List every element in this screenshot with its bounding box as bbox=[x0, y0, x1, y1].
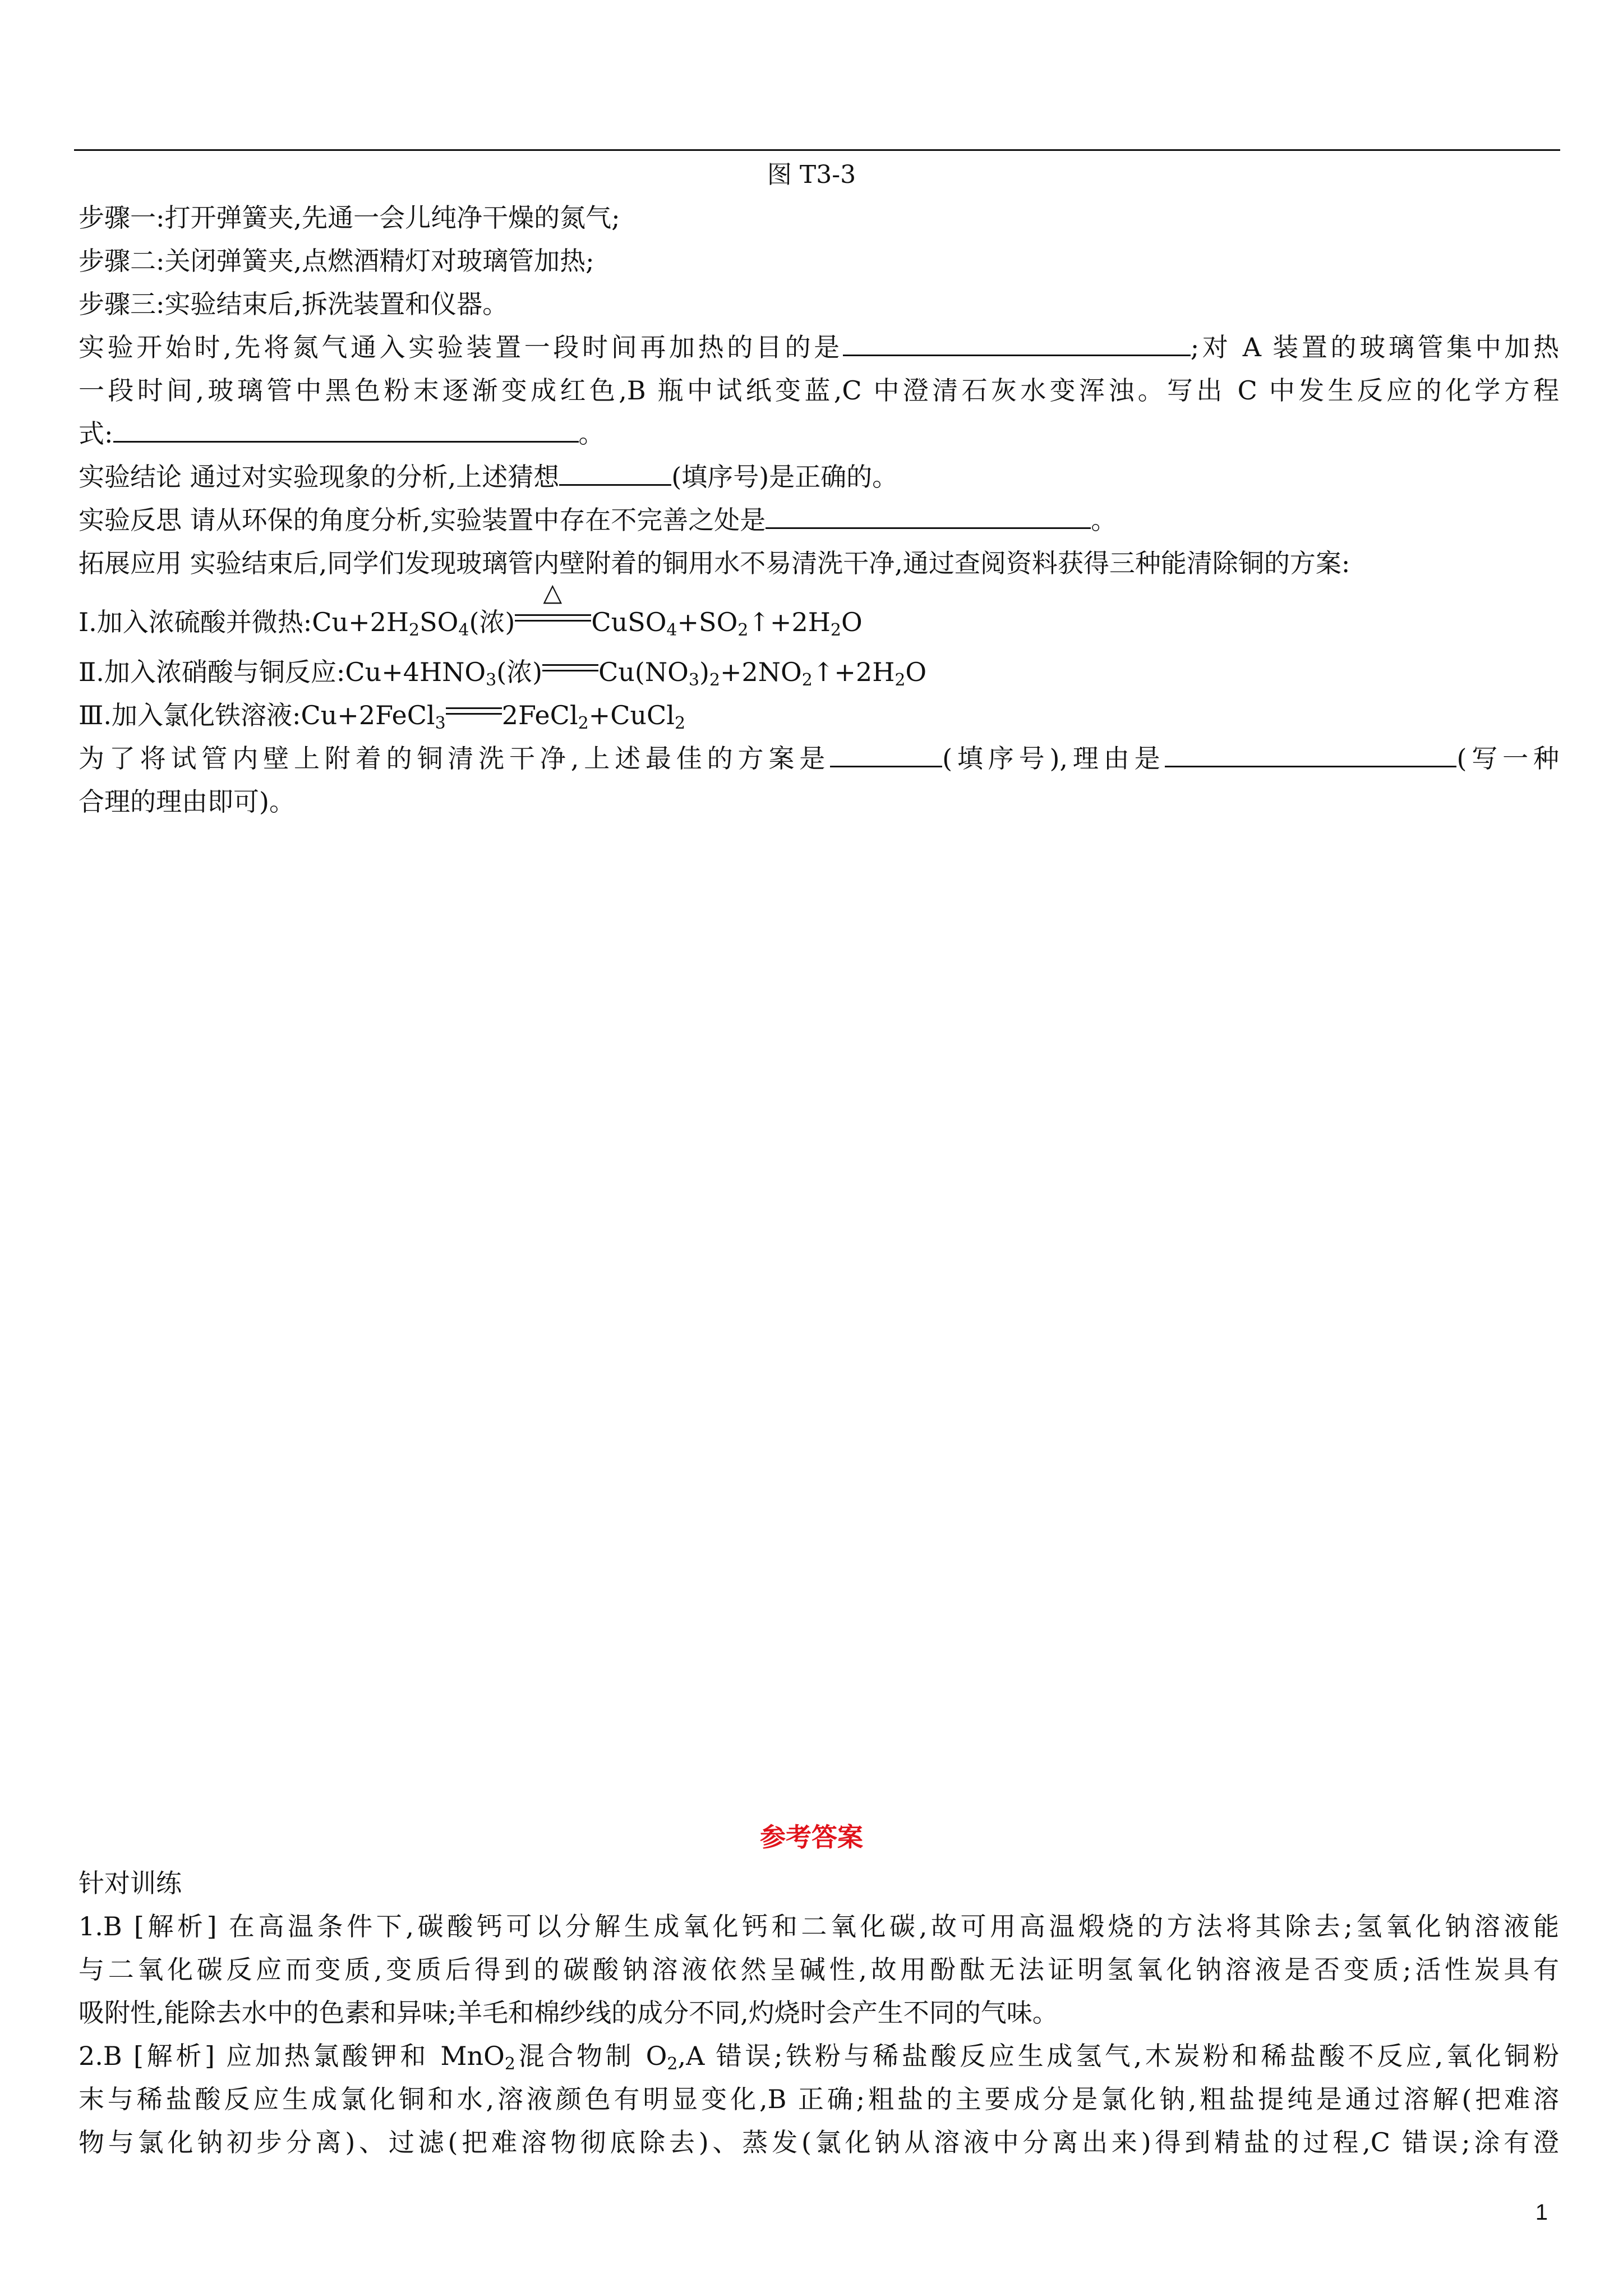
step-3: 步骤三:实验结束后,拆洗装置和仪器。 bbox=[79, 289, 509, 319]
step-2: 步骤二:关闭弹簧夹,点燃酒精灯对玻璃管加热; bbox=[79, 246, 594, 276]
answer-1-line-2: 与二氧化碳反应而变质,变质后得到的碳酸钠溶液依然呈碱性,故用酚酞无法证明氢氧化钠溶液是否变质;活性炭具有 bbox=[79, 1954, 1559, 1985]
answer-blank-best-option[interactable] bbox=[830, 740, 942, 767]
experiment-observation: 一段时间,玻璃管中黑色粉末逐渐变成红色,B 瓶中试纸变蓝,C 中澄清石灰水变浑浊。写出 C 中发生反应的化学方程 bbox=[79, 375, 1559, 406]
equals-sign bbox=[542, 655, 598, 681]
reflection-line: 实验反思 请从环保的角度分析,实验装置中存在不完善之处是 。 bbox=[79, 499, 1559, 542]
option-1: Ⅰ.加入浓硫酸并微热$:Cu+2H_2SO_4$(浓) △ $CuSO_4+SO_2↑+2H_2O$ bbox=[79, 578, 863, 640]
answer-2-line-1: 2.B [解析] 应加热氯酸钾和 MnO$_2$混合物制 $O_2,A$ 错误;铁粉与稀盐酸反应生成氢气,木炭粉和稀盐酸不反应,氧化铜粉 bbox=[79, 2041, 1559, 2074]
header-rule bbox=[74, 149, 1560, 151]
extension-intro: 拓展应用 实验结束后,同学们发现玻璃管内壁附着的铜用水不易清洗干净,通过查阅资料获得三种能清除铜的方案: bbox=[79, 548, 1350, 578]
heat-equals-sign bbox=[515, 578, 591, 631]
answer-2-line-2: 末与稀盐酸反应生成氯化铜和水,溶液颜色有明显变化,B 正确;粗盐的主要成分是氯化钠,粗盐提纯是通过溶解(把难溶 bbox=[79, 2084, 1559, 2114]
figure-caption: 图 T3-3 bbox=[767, 160, 856, 189]
answer-2-line-3: 物与氯化钠初步分离)、过滤(把难溶物彻底除去)、蒸发(氯化钠从溶液中分离出来)得到精盐的过程,C 错误;涂有澄 bbox=[79, 2127, 1559, 2157]
option-2: Ⅱ.加入浓硝酸与铜反应$:Cu+4HNO_3$(浓) $Cu(NO_3)_2+2NO_2↑+2H_2O$ bbox=[79, 651, 1559, 694]
answer-blank-purpose[interactable] bbox=[843, 329, 1191, 356]
step-1: 步骤一:打开弹簧夹,先通一会儿纯净干燥的氮气; bbox=[79, 203, 620, 233]
option-3: Ⅲ.加入氯化铁溶液:Cu+2FeCl$_3$ 2FeCl$_2$+CuCl$_2$ bbox=[79, 694, 1559, 737]
best-option-question: 为了将试管内壁上附着的铜清洗干净,上述最佳的方案是 (填序号),理由是 (写一种 bbox=[79, 737, 1559, 780]
answers-body bbox=[79, 1861, 1559, 2164]
conclusion-line: 实验结论 通过对实验现象的分析,上述猜想 (填序号)是正确的。 bbox=[79, 455, 1559, 499]
equals-sign bbox=[446, 698, 502, 724]
answer-1-line-1: 1.B [解析] 在高温条件下,碳酸钙可以分解生成氧化钙和二氧化碳,故可用高温煅烧的方法将其除去;氢氧化钠溶液能 bbox=[79, 1911, 1559, 1941]
heat-triangle-icon: △ bbox=[543, 578, 562, 607]
answer-1-line-3: 吸附性,能除去水中的色素和异味;羊毛和棉纱线的成分不同,灼烧时会产生不同的气味。 bbox=[79, 1998, 1058, 2028]
experiment-question: 实验开始时,先将氮气通入实验装置一段时间再加热的目的是 ;对 A 装置的玻璃管集中加热 bbox=[79, 326, 1559, 369]
question-body bbox=[79, 196, 1559, 823]
answers-section: 针对训练 bbox=[79, 1868, 182, 1898]
answer-blank-hypothesis[interactable] bbox=[559, 458, 671, 486]
answer-blank-reflection[interactable] bbox=[766, 501, 1091, 529]
answer-blank-equation[interactable] bbox=[113, 415, 579, 443]
equation-line: 式: 。 bbox=[79, 412, 1559, 455]
answer-blank-reason[interactable] bbox=[1165, 740, 1456, 767]
page-number: 1 bbox=[1535, 2200, 1548, 2225]
best-option-question-end: 合理的理由即可)。 bbox=[79, 786, 295, 817]
answers-title: 参考答案 bbox=[760, 1822, 863, 1852]
